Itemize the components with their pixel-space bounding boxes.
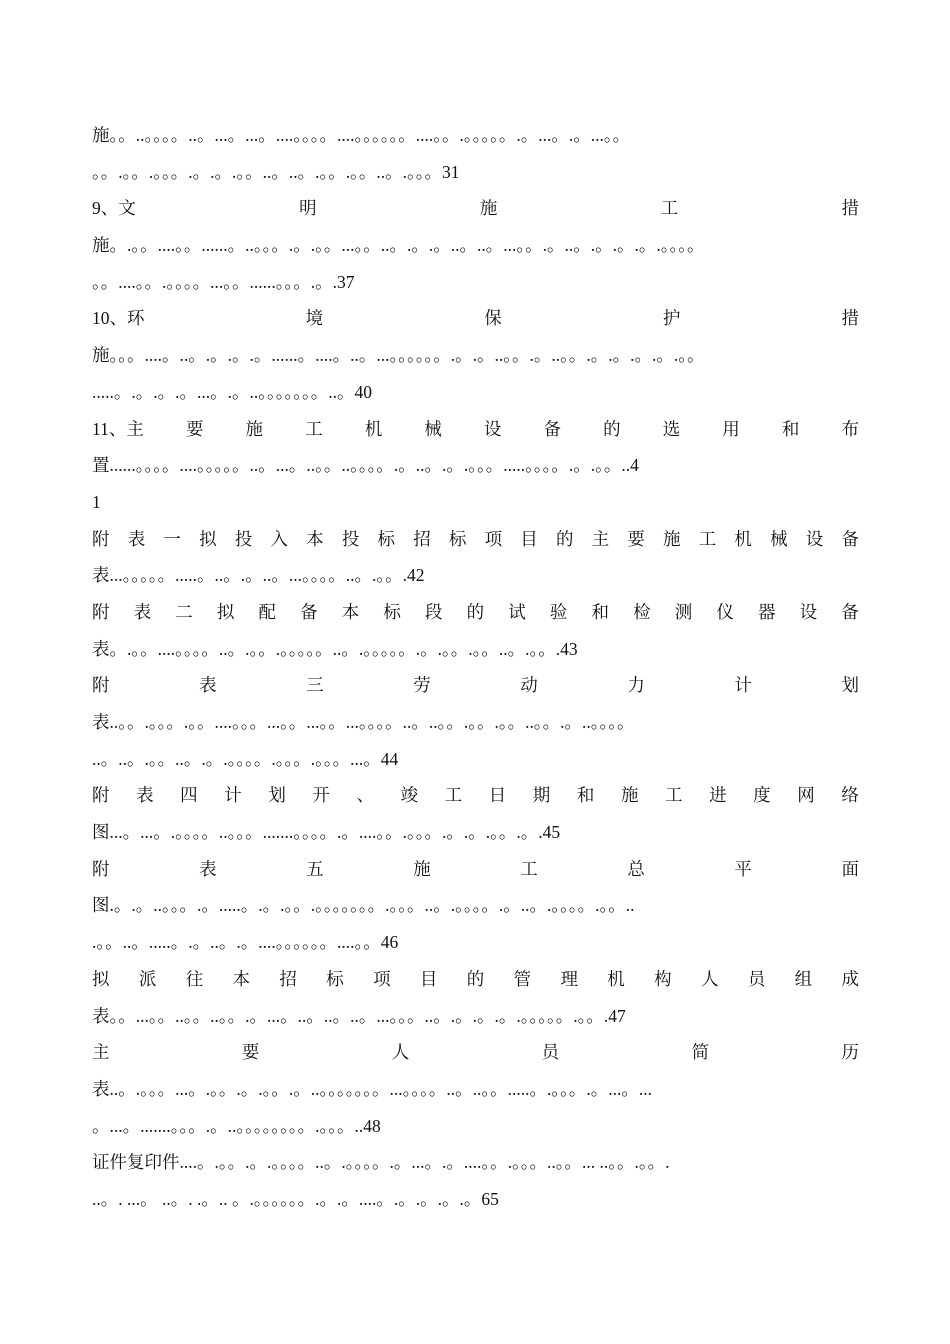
toc-word: 要 xyxy=(627,528,645,549)
toc-line: 施。.。。....。。......。..。。。.。.。。...。。..。.。.。..。..。...。。.。..。.。.。.。.。。。。 xyxy=(92,235,705,256)
toc-word: 附 xyxy=(92,858,110,879)
toc-word: 工 xyxy=(305,418,323,439)
toc-word: 标 xyxy=(326,968,344,989)
toc-line: 。。....。。.。。。。...。。......。。。.。.37 xyxy=(92,271,355,292)
toc-word: 配 xyxy=(258,601,276,622)
toc-word: 拟 xyxy=(92,968,110,989)
toc-line: 置......。。。。....。。。。。..。...。..。。..。。。。.。..。.。.。。。.....。。。。.。.。。..4 xyxy=(92,455,639,476)
toc-word: 管 xyxy=(513,968,532,989)
toc-word: 和 xyxy=(591,601,609,622)
toc-word: 试 xyxy=(508,601,526,622)
toc-word: 二 xyxy=(175,601,193,622)
toc-word: 布 xyxy=(841,418,859,439)
toc-word: 目 xyxy=(419,968,438,989)
toc-word: 派 xyxy=(138,968,157,989)
toc-word: 械 xyxy=(424,418,442,439)
toc-line xyxy=(92,300,859,337)
toc-word: 的 xyxy=(555,528,574,549)
toc-word: 员 xyxy=(747,968,766,989)
toc-word: 表 xyxy=(199,858,217,879)
toc-word: 人 xyxy=(700,968,719,989)
toc-word: 日 xyxy=(488,785,507,806)
toc-line xyxy=(92,1034,859,1071)
toc-line: 表。.。。....。。。。..。.。。.。。。。。..。.。。。。。.。.。。.。。..。.。。.43 xyxy=(92,638,578,659)
toc-word: 动 xyxy=(520,675,538,696)
toc-word: 一 xyxy=(163,528,181,549)
toc-word: 成 xyxy=(841,968,859,989)
toc-word: 机 xyxy=(734,528,752,549)
toc-word: 施 xyxy=(479,198,498,219)
toc-word: 表 xyxy=(133,601,152,622)
toc-word: 验 xyxy=(549,601,568,622)
toc-word: 仪 xyxy=(716,601,734,622)
toc-word: 措 xyxy=(841,308,859,329)
toc-word: 机 xyxy=(607,968,625,989)
toc-word: 表 xyxy=(127,528,146,549)
toc-word: 和 xyxy=(781,418,800,439)
toc-word: 目 xyxy=(520,528,538,549)
toc-word: 设 xyxy=(483,418,502,439)
toc-line: .....。.。.。.。...。.。..。。。。。。。..。40 xyxy=(92,381,372,402)
toc-word: 面 xyxy=(841,858,859,879)
toc-word: 络 xyxy=(841,785,859,806)
toc-line xyxy=(92,667,859,704)
toc-word: 工 xyxy=(665,785,683,806)
toc-word: 简 xyxy=(691,1042,710,1063)
toc-word: 标 xyxy=(377,528,395,549)
toc-word: 表 xyxy=(199,675,217,696)
toc-line xyxy=(92,594,859,631)
toc-line xyxy=(92,190,859,227)
toc-line: 表..。.。。。...。.。。.。.。。.。..。。。。。。。...。。。。..。..。。.....。.。。。.。...。... xyxy=(92,1078,652,1099)
toc-word: 开 xyxy=(312,785,330,806)
toc-word: 投 xyxy=(341,528,360,549)
toc-word: 施 xyxy=(245,418,264,439)
toc-word: 度 xyxy=(753,785,771,806)
toc-line: 表。。...。。..。。..。。.。...。..。..。..。...。。。..。.。.。.。.。。。。。.。。.47 xyxy=(92,1005,626,1026)
toc-word: 工 xyxy=(520,858,538,879)
toc-word: 附 xyxy=(92,601,110,622)
table-of-contents xyxy=(92,117,859,1218)
toc-word: 本 xyxy=(306,528,324,549)
toc-word: 10、环 xyxy=(92,308,145,329)
toc-word: 力 xyxy=(627,675,645,696)
toc-line xyxy=(92,521,859,558)
toc-word: 施 xyxy=(620,785,639,806)
toc-word: 主 xyxy=(591,528,610,549)
toc-word: 招 xyxy=(413,528,431,549)
toc-line: 图.。.。..。。。.。.....。.。.。。.。。。。。。。.。。。..。.。。。。.。..。.。。。。.。。.. xyxy=(92,895,635,916)
toc-word: 用 xyxy=(722,418,740,439)
toc-line xyxy=(92,411,859,448)
toc-word: 械 xyxy=(770,528,788,549)
toc-word: 备 xyxy=(543,418,562,439)
toc-word: 施 xyxy=(663,528,681,549)
toc-word: 劳 xyxy=(413,675,431,696)
toc-word: 计 xyxy=(734,675,752,696)
toc-word: 拟 xyxy=(216,601,235,622)
toc-word: 工 xyxy=(698,528,717,549)
toc-word: 入 xyxy=(270,528,288,549)
toc-word: 平 xyxy=(734,858,752,879)
toc-word: 标 xyxy=(448,528,467,549)
toc-word: 标 xyxy=(383,601,401,622)
toc-word: 的 xyxy=(466,601,485,622)
toc-word: 投 xyxy=(234,528,253,549)
toc-word: 选 xyxy=(662,418,681,439)
toc-word: 境 xyxy=(305,308,324,329)
toc-word: 要 xyxy=(185,418,204,439)
toc-word: 护 xyxy=(662,308,681,329)
toc-word: 本 xyxy=(341,601,360,622)
toc-word: 四 xyxy=(180,785,198,806)
toc-word: 措 xyxy=(841,198,859,219)
toc-line: ..。. ...。 ..。. .。.. 。.。。。。。。.。.。....。.。.。.。.。65 xyxy=(92,1188,499,1209)
toc-word: 期 xyxy=(532,785,551,806)
toc-word: 拟 xyxy=(199,528,217,549)
toc-word: 网 xyxy=(797,785,815,806)
toc-word: 总 xyxy=(627,858,645,879)
toc-line: 1 xyxy=(92,491,101,512)
toc-word: 本 xyxy=(232,968,251,989)
toc-word: 往 xyxy=(185,968,204,989)
toc-word: 段 xyxy=(425,601,443,622)
toc-word: 设 xyxy=(799,601,818,622)
toc-word: 附 xyxy=(92,675,110,696)
toc-word: 、 xyxy=(356,785,374,806)
toc-word: 备 xyxy=(841,601,859,622)
toc-word: 构 xyxy=(654,968,672,989)
toc-word: 备 xyxy=(300,601,318,622)
toc-word: 保 xyxy=(484,308,502,329)
toc-line: 表..。。.。。。.。。....。。。...。。...。。...。。。。..。..。。.。。.。。..。。.。..。。。。 xyxy=(92,712,635,732)
toc-word: 11、主 xyxy=(92,418,144,439)
toc-line: 施。。..。。。。..。...。...。....。。。。....。。。。。。....。。.。。。。。.。...。.。...。。 xyxy=(92,125,631,145)
toc-line: 施。。。....。..。.。.。.。......。....。..。...。。。。。。.。.。..。。.。..。。.。.。.。.。.。。 xyxy=(92,345,705,366)
toc-line: ..。..。.。。..。.。.。。。。.。。。.。。。...。44 xyxy=(92,748,399,769)
toc-word: 表 xyxy=(136,785,154,806)
toc-word: 工 xyxy=(444,785,463,806)
toc-word: 附 xyxy=(92,785,110,806)
toc-word: 器 xyxy=(758,601,776,622)
toc-line: 。。.。。.。。。.。.。.。。..。..。.。。.。。..。.。。。31 xyxy=(92,161,460,182)
toc-word: 划 xyxy=(268,785,286,806)
toc-word: 主 xyxy=(92,1042,110,1063)
toc-word: 9、文 xyxy=(92,198,136,219)
toc-word: 要 xyxy=(241,1042,260,1063)
toc-line xyxy=(92,777,859,814)
toc-word: 竣 xyxy=(400,785,419,806)
toc-word: 项 xyxy=(484,528,503,549)
toc-word: 测 xyxy=(674,601,693,622)
toc-word: 组 xyxy=(794,968,813,989)
toc-word: 五 xyxy=(306,858,324,879)
toc-word: 和 xyxy=(576,785,595,806)
toc-line xyxy=(92,851,859,888)
toc-word: 机 xyxy=(364,418,383,439)
toc-word: 员 xyxy=(541,1042,560,1063)
toc-line xyxy=(92,961,859,998)
toc-word: 备 xyxy=(841,528,859,549)
toc-word: 设 xyxy=(805,528,824,549)
toc-line: 证件复印件....。.。。.。.。。。。..。.。。。。.。...。.。....。。.。。。..。。... ..。。.。。. xyxy=(92,1152,670,1173)
toc-word: 的 xyxy=(466,968,485,989)
toc-word: 计 xyxy=(224,785,242,806)
toc-word: 项 xyxy=(373,968,391,989)
toc-word: 三 xyxy=(306,675,324,696)
toc-word: 招 xyxy=(279,968,297,989)
toc-word: 理 xyxy=(560,968,578,989)
toc-word: 人 xyxy=(391,1042,410,1063)
toc-word: 划 xyxy=(841,675,859,696)
toc-word: 检 xyxy=(633,601,651,622)
toc-line: 表...。。。。。.....。..。.。..。...。。。。..。.。。.42 xyxy=(92,565,425,586)
toc-word: 的 xyxy=(603,418,621,439)
toc-word: 施 xyxy=(413,858,431,879)
toc-word: 附 xyxy=(92,528,110,549)
toc-word: 进 xyxy=(709,785,727,806)
toc-word: 明 xyxy=(299,198,317,219)
toc-word: 历 xyxy=(841,1042,859,1063)
toc-word: 工 xyxy=(660,198,679,219)
toc-line: 图...。...。.。。。。..。。。.......。。。。.。....。。.。。。.。.。.。。.。.45 xyxy=(92,822,561,843)
toc-line: .。。..。.....。.。..。.。....。。。。。。....。。46 xyxy=(92,932,399,953)
toc-line: 。...。.......。。。.。..。。。。。。。。.。。。..48 xyxy=(92,1115,381,1136)
